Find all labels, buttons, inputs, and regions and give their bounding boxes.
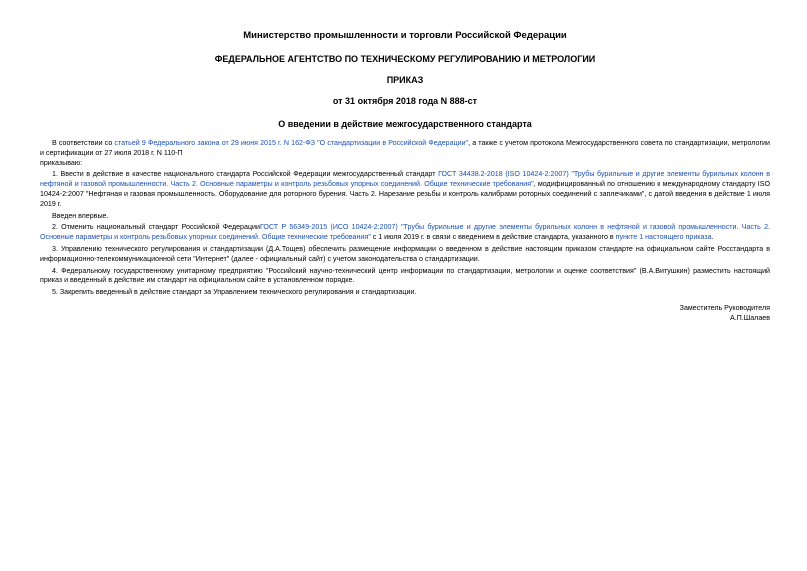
document-subject: О введении в действие межгосударственного стандарта — [278, 119, 532, 129]
item-4-paragraph: 4. Федеральному государственному унитарному предприятию "Российский научно-технический центр информации по стандартизации, метрологии и оценке соответствия" (В.А.Витушкин) разместить настоящий приказ и введенный в действие им стандарт на официальном сайте в установленном порядке. — [40, 266, 770, 285]
gost-r-56349-link[interactable]: ГОСТ Р 56349-2015 (ИСО 10424-2:2007) "Трубы бурильные и другие элементы бурильных колонн в нефтяной и газовой промышленности. Часть 2. Основные параметры и контроль резьбовых упорных соединений. Общие технические требования" — [40, 223, 770, 242]
signature-block — [40, 304, 770, 324]
item-2-paragraph — [40, 223, 770, 243]
item-1-text-1: 1. Ввести в действие в качестве национального стандарта Российской Федерации межгосударственный стандарт — [52, 170, 439, 179]
item-2-text-2: с 1 июля 2019 г. в связи с введением в действие стандарта, указанного в — [370, 233, 616, 242]
item-1-text-2: , модифицированный по отношению к международному стандарту ISO 10424-2:2007 "Нефтяная и газовая промышленность. Оборудование для роторного бурения. Часть 2. Нарезание резьбы и контроль калибрами роторных соединений с заплечиками", с датой введения в действие 1 июля 2019 г. — [40, 180, 771, 208]
intro-text-1: В соответствии со — [52, 139, 115, 147]
document-type: ПРИКАЗ — [386, 75, 424, 85]
ministry-title: Министерство промышленности и торговли Российской Федерации — [243, 30, 567, 41]
federal-law-link[interactable]: статьей 9 Федерального закона от 29 июня 2015 г. N 162-ФЗ "О стандартизации в Российской Федерации" — [114, 139, 469, 147]
item-3-paragraph: 3. Управлению технического регулирования и стандартизации (Д.А.Тощев) обеспечить размещение информации о введенном в действие настоящим приказом стандарте на официальном сайте Росстандарта в информационно-телекоммуникационной сети "Интернет" (далее - официальный сайт) с учетом законодательства о стандартизации. — [40, 244, 770, 263]
order-word: приказываю: — [40, 158, 83, 167]
agency-title: ФЕДЕРАЛЬНОЕ АГЕНТСТВО ПО ТЕХНИЧЕСКОМУ РЕГУЛИРОВАНИЮ И МЕТРОЛОГИИ — [214, 54, 596, 64]
item-1-reference-link[interactable]: пункте 1 настоящего приказа — [615, 233, 712, 242]
item-1-paragraph — [40, 170, 770, 209]
intro-text-2: , а также с учетом протокола Межгосударственного совета по стандартизации, метрологии и сертификации от 27 июля 2018 г. N 110-П — [40, 139, 770, 157]
item-2-text-1: 2. Отменить национальный стандарт Российской Федерации — [52, 223, 260, 232]
gost-34438-link[interactable]: ГОСТ 34438.2-2018 (ISO 10424-2:2007) "Трубы бурильные и другие элементы бурильных колонн в нефтяной и газовой промышленности. Часть 2. Основные параметры и контроль резьбовых упорных соединений. Общие технические требования" — [40, 170, 770, 189]
signature-position: Заместитель Руководителя — [679, 303, 770, 312]
intro-paragraph — [40, 139, 770, 159]
item-1-note: Введен впервые. — [52, 211, 109, 220]
item-5-paragraph: 5. Закрепить введенный в действие стандарт за Управлением технического регулирования и стандартизации. — [52, 288, 417, 297]
document-page — [40, 30, 770, 324]
document-date-number: от 31 октября 2018 года N 888-ст — [332, 96, 478, 106]
signature-name: А.П.Шалаев — [729, 313, 770, 322]
item-2-text-3: . — [711, 233, 714, 242]
